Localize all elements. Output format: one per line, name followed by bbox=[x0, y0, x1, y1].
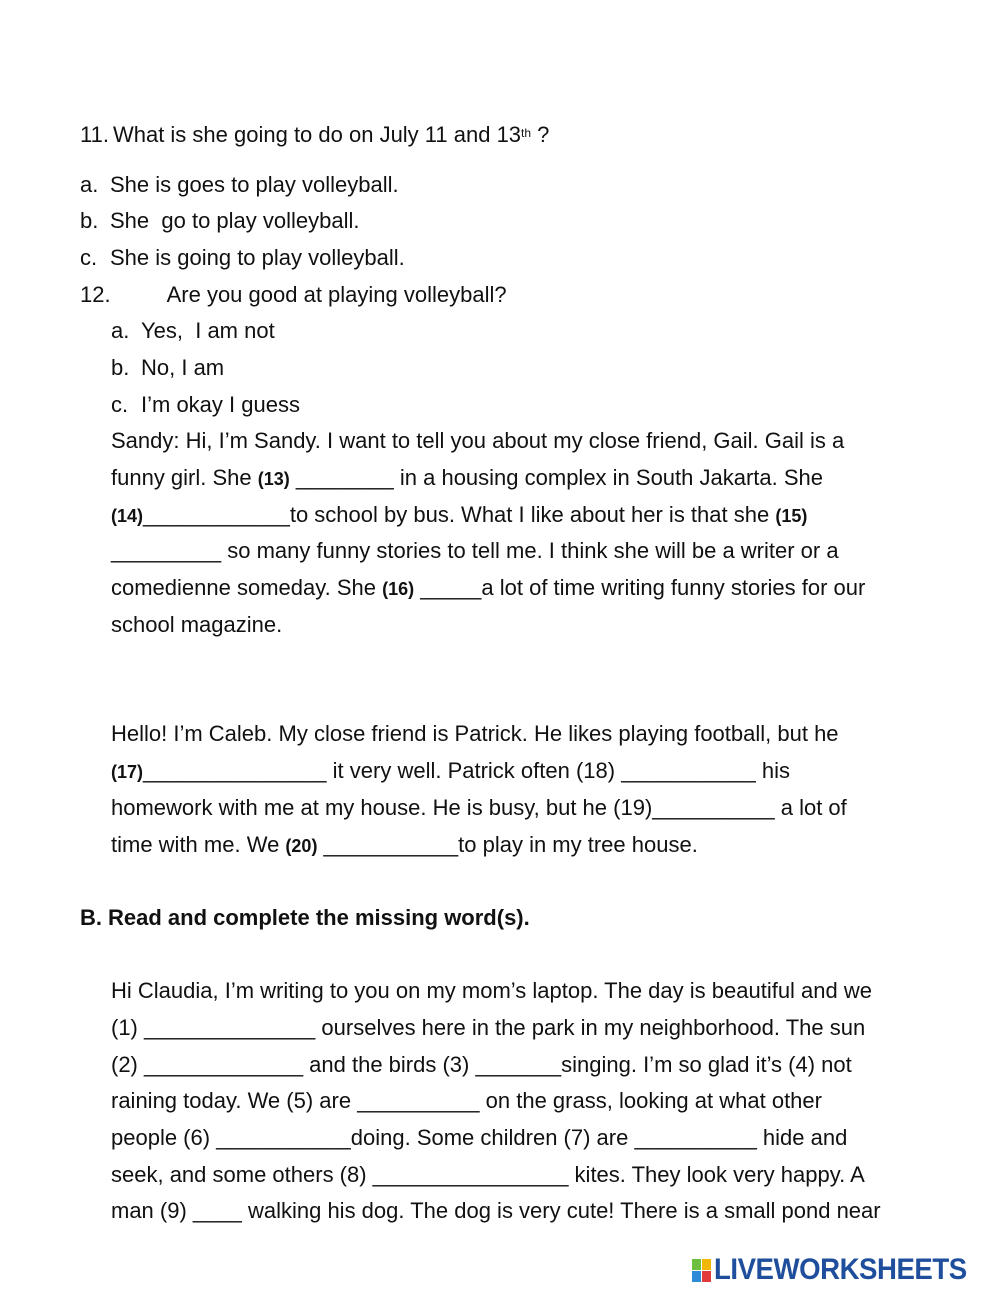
question-text: Are you good at playing volleyball? bbox=[166, 282, 507, 307]
option-text: I’m okay I guess bbox=[141, 392, 300, 417]
option-text: She is going to play volleyball. bbox=[110, 245, 405, 270]
passage-text: time with me. We bbox=[111, 832, 286, 857]
sandy-paragraph-line bbox=[111, 465, 823, 491]
passage-text: ____________to school by bus. What I like about her is that she bbox=[143, 502, 776, 527]
logo-text: LIVEWORKSHEETS bbox=[714, 1253, 967, 1286]
blank-number: (14) bbox=[111, 506, 144, 526]
superscript: th bbox=[521, 126, 532, 140]
option-letter: c. bbox=[80, 245, 98, 270]
claudia-paragraph-line bbox=[111, 1088, 822, 1114]
passage-text: Hello! I’m Caleb. My close friend is Patrick. He likes playing football, but he bbox=[111, 721, 839, 746]
passage-text: _____a lot of time writing funny stories for our bbox=[414, 575, 866, 600]
answer-option bbox=[111, 318, 275, 344]
option-text: Yes, I am not bbox=[141, 318, 275, 343]
caleb-paragraph-line bbox=[111, 721, 839, 747]
claudia-paragraph-line bbox=[111, 978, 872, 1004]
sandy-paragraph-line bbox=[111, 538, 839, 564]
blank-number: (17) bbox=[111, 762, 144, 782]
answer-option bbox=[111, 392, 300, 418]
passage-text: man (9) ____ walking his dog. The dog is very cute! There is a small pond near bbox=[111, 1198, 881, 1223]
passage-text: (1) ______________ ourselves here in the park in my neighborhood. The sun bbox=[111, 1015, 866, 1040]
liveworksheets-logo bbox=[692, 1254, 989, 1286]
caleb-paragraph-line bbox=[111, 832, 698, 858]
caleb-paragraph-line bbox=[111, 795, 847, 821]
passage-text: _______________ it very well. Patrick often (18) ___________ his bbox=[143, 758, 791, 783]
caleb-paragraph-line bbox=[111, 758, 790, 784]
sandy-paragraph-line bbox=[111, 428, 844, 454]
question-11 bbox=[80, 122, 549, 148]
blank-number: (16) bbox=[382, 579, 415, 599]
claudia-paragraph-line bbox=[111, 1162, 865, 1188]
answer-option bbox=[80, 245, 405, 271]
passage-text: funny girl. She bbox=[111, 465, 258, 490]
passage-text: seek, and some others (8) ________________ kites. They look very happy. A bbox=[111, 1162, 865, 1187]
option-letter: a. bbox=[80, 172, 99, 197]
passage-text: homework with me at my house. He is busy, but he (19)__________ a lot of bbox=[111, 795, 847, 820]
option-letter: b. bbox=[80, 208, 99, 233]
passage-text: (2) _____________ and the birds (3) _______singing. I’m so glad it’s (4) not bbox=[111, 1052, 852, 1077]
section-title: Read and complete the missing word(s). bbox=[108, 905, 530, 930]
question-text: What is she going to do on July 11 and 13 bbox=[112, 122, 522, 147]
passage-text: Sandy: Hi, I’m Sandy. I want to tell you about my close friend, Gail. Gail is a bbox=[111, 428, 845, 453]
passage-text: ___________to play in my tree house. bbox=[317, 832, 698, 857]
question-12 bbox=[80, 282, 507, 308]
passage-text: _________ so many funny stories to tell me. I think she will be a writer or a bbox=[111, 538, 839, 563]
blank-number: (13) bbox=[257, 469, 290, 489]
passage-text: people (6) ___________doing. Some children (7) are __________ hide and bbox=[111, 1125, 848, 1150]
claudia-paragraph-line bbox=[111, 1198, 881, 1224]
passage-text: ________ in a housing complex in South Jakarta. She bbox=[289, 465, 824, 490]
answer-option bbox=[111, 355, 224, 381]
option-letter: b. bbox=[111, 355, 130, 380]
passage-text: raining today. We (5) are __________ on the grass, looking at what other bbox=[111, 1088, 822, 1113]
passage-text: Hi Claudia, I’m writing to you on my mom’s laptop. The day is beautiful and we bbox=[111, 978, 872, 1003]
sandy-paragraph-line bbox=[111, 502, 807, 528]
passage-text: school magazine. bbox=[111, 612, 283, 637]
option-letter: a. bbox=[111, 318, 130, 343]
blank-number: (20) bbox=[285, 836, 318, 856]
blank-number: (15) bbox=[775, 506, 808, 526]
option-letter: c. bbox=[111, 392, 129, 417]
sandy-paragraph-line bbox=[111, 575, 865, 601]
claudia-paragraph-line bbox=[111, 1125, 847, 1151]
section-letter: B. bbox=[80, 905, 102, 930]
question-mark: ? bbox=[531, 122, 550, 147]
claudia-paragraph-line bbox=[111, 1052, 852, 1078]
claudia-paragraph-line bbox=[111, 1015, 865, 1041]
answer-option bbox=[80, 208, 360, 234]
question-number: 12. bbox=[80, 282, 111, 307]
question-number: 11. bbox=[80, 122, 109, 147]
section-b-heading bbox=[80, 905, 530, 931]
answer-option bbox=[80, 172, 399, 198]
passage-text: comedienne someday. She bbox=[111, 575, 383, 600]
logo-mark-icon bbox=[692, 1259, 711, 1282]
option-text: She go to play volleyball. bbox=[110, 208, 360, 233]
sandy-paragraph-line bbox=[111, 612, 282, 638]
option-text: She is goes to play volleyball. bbox=[110, 172, 399, 197]
option-text: No, I am bbox=[141, 355, 225, 380]
